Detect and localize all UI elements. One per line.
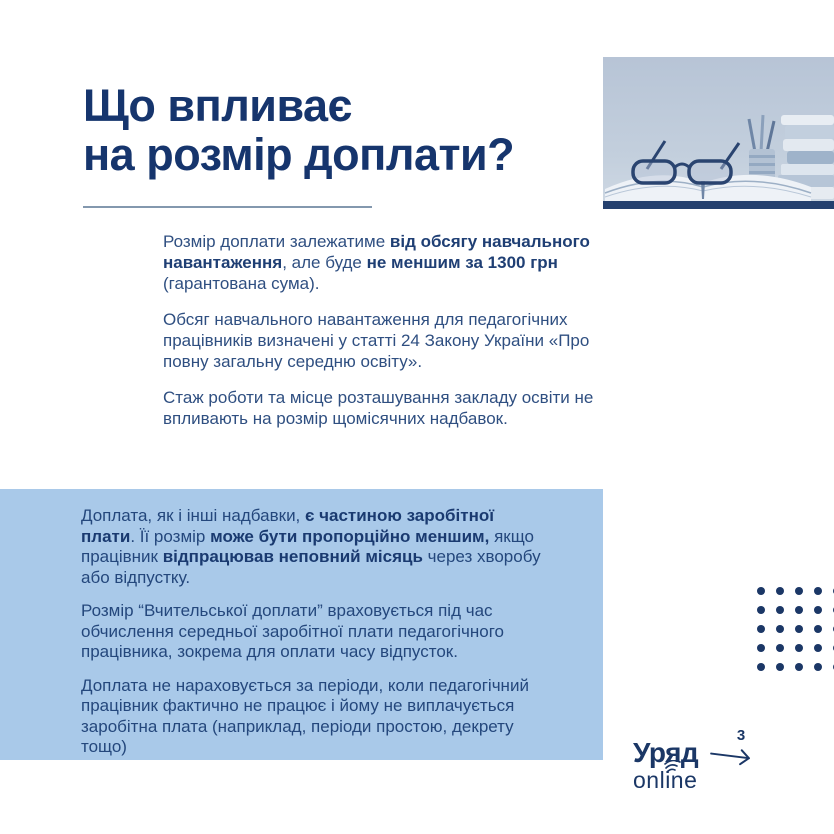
dot-grid-decoration	[751, 581, 834, 676]
paragraph-not-accrued: Доплата не нараховується за періоди, коли педагогічний працівник фактично не працює і йому не виплачується заробітна плата (наприклад, періоди простою, декрету тощо)	[81, 675, 529, 756]
dot	[814, 644, 822, 652]
dot	[795, 663, 803, 671]
title-underline	[83, 206, 372, 208]
paragraph-part-of-salary: Доплата, як і інші надбавки, є частиною заробітної плати. Її розмір може бути пропорційно меншим, якщо працівник відпрацював неповний місяць через хворобу або відпустку.	[81, 506, 541, 587]
dot	[776, 587, 784, 595]
logo-word-online: online	[633, 769, 698, 792]
dot	[757, 663, 765, 671]
body-text	[163, 231, 621, 444]
dot	[814, 606, 822, 614]
highlight-box	[0, 489, 603, 760]
paragraph-supplement-amount: Розмір доплати залежатиме від обсягу навчального навантаження, але буде не меншим за 1300 грн (гарантована сума).	[163, 232, 590, 293]
wifi-signal-icon	[663, 760, 681, 774]
dot	[776, 663, 784, 671]
dot	[757, 606, 765, 614]
dot	[814, 663, 822, 671]
next-page-control[interactable]	[708, 727, 760, 765]
dot	[814, 625, 822, 633]
dot	[776, 625, 784, 633]
arrow-right-icon[interactable]	[707, 744, 755, 767]
dot	[814, 587, 822, 595]
paragraph-average-salary: Розмір “Вчительської доплати” враховується під час обчислення середньої заробітної плати педагогічного працівника, зокрема для оплати часу відпусток.	[81, 601, 504, 661]
paragraph-no-influence: Стаж роботи та місце розташування закладу освіти не впливають на розмір щомісячних надбавок.	[163, 388, 594, 428]
page-title-line1: Що впливає	[83, 80, 352, 131]
dot	[757, 644, 765, 652]
dot	[776, 644, 784, 652]
dot	[776, 606, 784, 614]
dot	[757, 625, 765, 633]
uryad-online-logo	[633, 739, 698, 792]
paragraph-law-reference: Обсяг навчального навантаження для педагогічних працівників визначені у статті 24 Закону України «Про повну загальну середню освіту».	[163, 310, 590, 371]
dot	[795, 625, 803, 633]
dot	[795, 587, 803, 595]
page-title-line2: на розмір доплати?	[83, 128, 515, 180]
dot	[795, 606, 803, 614]
glasses-book-photo	[603, 57, 834, 209]
page-title	[83, 82, 514, 179]
dot	[757, 587, 765, 595]
page-number: 3	[736, 727, 746, 744]
dot	[795, 644, 803, 652]
logo-word-uryad: Уряд	[633, 737, 699, 768]
